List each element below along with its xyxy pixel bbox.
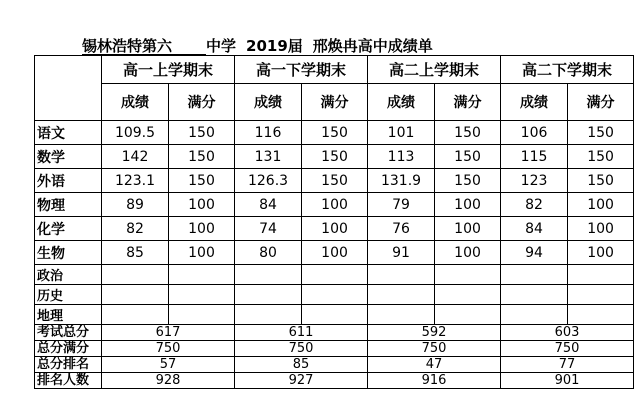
empty-subject-row bbox=[35, 305, 634, 325]
full-score-cell: 100 bbox=[568, 193, 634, 217]
score-header: 成绩 bbox=[102, 84, 169, 121]
empty-subject-row bbox=[35, 285, 634, 305]
score-cell: 84 bbox=[501, 217, 568, 241]
graduating-class: 2019届 bbox=[246, 37, 303, 55]
score-cell: 116 bbox=[235, 121, 302, 145]
score-cell: 85 bbox=[102, 241, 169, 265]
score-cell: 113 bbox=[368, 145, 435, 169]
full-score-cell: 150 bbox=[435, 121, 501, 145]
summary-label: 总分满分 bbox=[35, 341, 102, 357]
summary-value: 85 bbox=[235, 357, 368, 373]
score-cell: 82 bbox=[102, 217, 169, 241]
subject-row bbox=[35, 145, 634, 169]
empty-cell bbox=[169, 305, 235, 325]
transcript-body bbox=[35, 56, 634, 389]
full-score-cell: 150 bbox=[568, 121, 634, 145]
score-cell: 94 bbox=[501, 241, 568, 265]
empty-cell bbox=[568, 285, 634, 305]
full-score-cell: 150 bbox=[302, 145, 368, 169]
empty-cell bbox=[435, 285, 501, 305]
score-cell: 80 bbox=[235, 241, 302, 265]
full-score-cell: 150 bbox=[302, 121, 368, 145]
empty-cell bbox=[235, 285, 302, 305]
empty-cell bbox=[169, 285, 235, 305]
empty-cell bbox=[169, 265, 235, 285]
full-score-cell: 100 bbox=[568, 241, 634, 265]
school-name: 锡林浩特第六 bbox=[82, 37, 173, 55]
full-score-cell: 150 bbox=[169, 121, 235, 145]
summary-value: 57 bbox=[102, 357, 235, 373]
summary-value: 928 bbox=[102, 373, 235, 389]
score-cell: 115 bbox=[501, 145, 568, 169]
score-cell: 131.9 bbox=[368, 169, 435, 193]
score-header: 成绩 bbox=[235, 84, 302, 121]
subject-label: 生物 bbox=[35, 241, 102, 265]
full-score-cell: 100 bbox=[302, 217, 368, 241]
transcript-table bbox=[34, 55, 634, 389]
empty-cell bbox=[568, 305, 634, 325]
subject-label: 化学 bbox=[35, 217, 102, 241]
document-title bbox=[82, 37, 442, 55]
summary-label: 考试总分 bbox=[35, 325, 102, 341]
subject-label: 地理 bbox=[35, 305, 102, 325]
empty-cell bbox=[235, 305, 302, 325]
summary-value: 617 bbox=[102, 325, 235, 341]
score-cell: 131 bbox=[235, 145, 302, 169]
score-header: 成绩 bbox=[501, 84, 568, 121]
full-score-cell: 150 bbox=[568, 169, 634, 193]
term-header: 高一上学期末 bbox=[102, 56, 235, 84]
score-cell: 89 bbox=[102, 193, 169, 217]
subject-label: 历史 bbox=[35, 285, 102, 305]
summary-value: 750 bbox=[501, 341, 634, 357]
empty-cell bbox=[501, 305, 568, 325]
score-cell: 101 bbox=[368, 121, 435, 145]
school-type: 中学 bbox=[206, 37, 237, 55]
subject-row bbox=[35, 217, 634, 241]
score-header-row bbox=[35, 84, 634, 121]
subject-label: 物理 bbox=[35, 193, 102, 217]
full-score-cell: 100 bbox=[302, 193, 368, 217]
summary-value: 750 bbox=[235, 341, 368, 357]
summary-value: 592 bbox=[368, 325, 501, 341]
score-header: 成绩 bbox=[368, 84, 435, 121]
document-name: 高中成绩单 bbox=[357, 37, 433, 55]
empty-cell bbox=[568, 265, 634, 285]
full-score-cell: 100 bbox=[169, 241, 235, 265]
summary-row bbox=[35, 341, 634, 357]
score-cell: 106 bbox=[501, 121, 568, 145]
student-name: 邢焕冉 bbox=[312, 37, 358, 55]
empty-cell bbox=[102, 265, 169, 285]
full-score-cell: 150 bbox=[302, 169, 368, 193]
score-cell: 126.3 bbox=[235, 169, 302, 193]
summary-value: 916 bbox=[368, 373, 501, 389]
empty-cell bbox=[302, 305, 368, 325]
empty-cell bbox=[302, 285, 368, 305]
empty-cell bbox=[435, 305, 501, 325]
subject-label: 外语 bbox=[35, 169, 102, 193]
summary-value: 750 bbox=[102, 341, 235, 357]
empty-subject-row bbox=[35, 265, 634, 285]
summary-value: 901 bbox=[501, 373, 634, 389]
full-score-cell: 150 bbox=[435, 169, 501, 193]
subject-row bbox=[35, 241, 634, 265]
subject-row bbox=[35, 169, 634, 193]
full-score-cell: 100 bbox=[435, 217, 501, 241]
full-score-header: 满分 bbox=[169, 84, 235, 121]
summary-row bbox=[35, 325, 634, 341]
school-name-underlined bbox=[82, 38, 206, 55]
empty-cell bbox=[368, 285, 435, 305]
empty-cell bbox=[368, 265, 435, 285]
full-score-cell: 150 bbox=[169, 169, 235, 193]
score-cell: 79 bbox=[368, 193, 435, 217]
score-cell: 123 bbox=[501, 169, 568, 193]
term-header: 高二下学期末 bbox=[501, 56, 634, 84]
score-cell: 123.1 bbox=[102, 169, 169, 193]
summary-row bbox=[35, 373, 634, 389]
score-cell: 109.5 bbox=[102, 121, 169, 145]
subject-row bbox=[35, 121, 634, 145]
empty-cell bbox=[302, 265, 368, 285]
summary-value: 77 bbox=[501, 357, 634, 373]
empty-cell bbox=[435, 265, 501, 285]
score-cell: 74 bbox=[235, 217, 302, 241]
full-score-header: 满分 bbox=[435, 84, 501, 121]
summary-row bbox=[35, 357, 634, 373]
empty-cell bbox=[501, 265, 568, 285]
subject-label: 数学 bbox=[35, 145, 102, 169]
full-score-cell: 100 bbox=[568, 217, 634, 241]
full-score-cell: 150 bbox=[435, 145, 501, 169]
empty-cell bbox=[235, 265, 302, 285]
term-header: 高一下学期末 bbox=[235, 56, 368, 84]
subject-row bbox=[35, 193, 634, 217]
score-cell: 76 bbox=[368, 217, 435, 241]
full-score-cell: 100 bbox=[169, 193, 235, 217]
score-cell: 91 bbox=[368, 241, 435, 265]
score-cell: 142 bbox=[102, 145, 169, 169]
term-header: 高二上学期末 bbox=[368, 56, 501, 84]
subject-label: 语文 bbox=[35, 121, 102, 145]
subject-label: 政治 bbox=[35, 265, 102, 285]
corner-cell bbox=[35, 56, 102, 121]
summary-value: 47 bbox=[368, 357, 501, 373]
full-score-cell: 150 bbox=[169, 145, 235, 169]
empty-cell bbox=[368, 305, 435, 325]
full-score-cell: 150 bbox=[568, 145, 634, 169]
full-score-header: 满分 bbox=[568, 84, 634, 121]
summary-label: 排名人数 bbox=[35, 373, 102, 389]
full-score-cell: 100 bbox=[435, 241, 501, 265]
full-score-header: 满分 bbox=[302, 84, 368, 121]
empty-cell bbox=[102, 305, 169, 325]
empty-cell bbox=[501, 285, 568, 305]
summary-value: 927 bbox=[235, 373, 368, 389]
term-header-row bbox=[35, 56, 634, 84]
empty-cell bbox=[102, 285, 169, 305]
full-score-cell: 100 bbox=[435, 193, 501, 217]
score-cell: 84 bbox=[235, 193, 302, 217]
summary-value: 603 bbox=[501, 325, 634, 341]
full-score-cell: 100 bbox=[169, 217, 235, 241]
summary-label: 总分排名 bbox=[35, 357, 102, 373]
summary-value: 611 bbox=[235, 325, 368, 341]
full-score-cell: 100 bbox=[302, 241, 368, 265]
summary-value: 750 bbox=[368, 341, 501, 357]
score-cell: 82 bbox=[501, 193, 568, 217]
